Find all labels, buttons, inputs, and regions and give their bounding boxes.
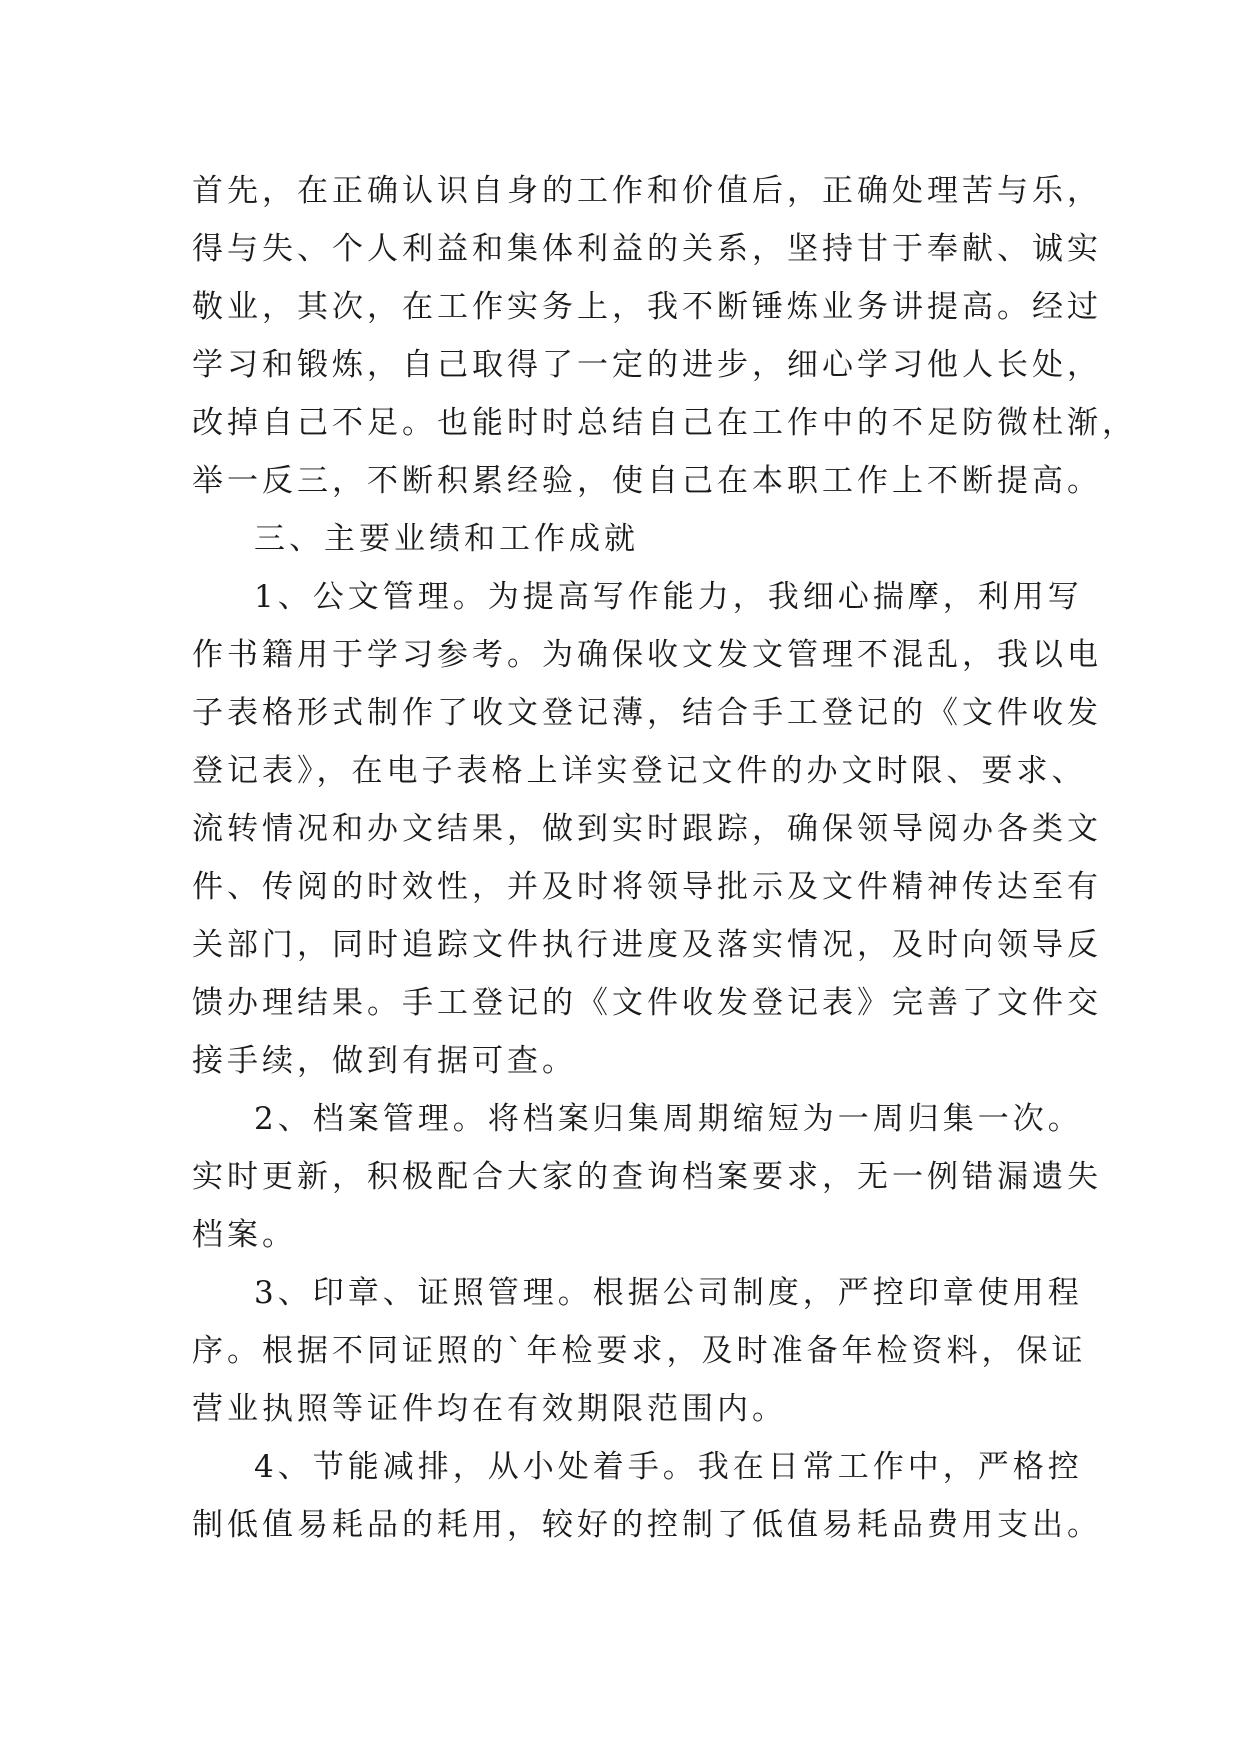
text-line: 营业执照等证件均在有效期限范围内。 <box>192 1391 787 1427</box>
paragraph-start: 4、节能减排，从小处着手。我在日常工作中，严格控 <box>254 1449 1083 1485</box>
text-line: 改掉自己不足。也能时时总结自己在工作中的不足防微杜渐， <box>192 405 1137 441</box>
text-line: 馈办理结果。手工登记的《文件收发登记表》完善了文件交 <box>192 985 1102 1021</box>
text-line: 敬业，其次，在工作实务上，我不断锤炼业务讲提高。经过 <box>192 289 1102 325</box>
text-line: 序。根据不同证照的`年检要求，及时准备年检资料，保证 <box>192 1333 1087 1369</box>
text-line: 登记表》，在电子表格上详实登记文件的办文时限、要求、 <box>192 753 1087 789</box>
text-line: 作书籍用于学习参考。为确保收文发文管理不混乱，我以电 <box>192 637 1102 673</box>
text-line: 制低值易耗品的耗用，较好的控制了低值易耗品费用支出。 <box>192 1507 1102 1543</box>
text-line: 得与失、个人利益和集体利益的关系，坚持甘于奉献、诚实 <box>192 231 1102 267</box>
text-line: 实时更新，积极配合大家的查询档案要求，无一例错漏遗失 <box>192 1159 1102 1195</box>
text-line: 流转情况和办文结果，做到实时跟踪，确保领导阅办各类文 <box>192 811 1102 847</box>
text-line: 关部门，同时追踪文件执行进度及落实情况，及时向领导反 <box>192 927 1102 963</box>
section-heading: 三、主要业绩和工作成就 <box>254 521 639 557</box>
text-line: 接手续，做到有据可查。 <box>192 1043 577 1079</box>
text-line: 件、传阅的时效性，并及时将领导批示及文件精神传达至有 <box>192 869 1102 905</box>
text-line: 举一反三，不断积累经验，使自己在本职工作上不断提高。 <box>192 463 1102 499</box>
text-line: 学习和锻炼，自己取得了一定的进步，细心学习他人长处， <box>192 347 1102 383</box>
text-line: 子表格形式制作了收文登记薄，结合手工登记的《文件收发 <box>192 695 1102 731</box>
paragraph-start: 2、档案管理。将档案归集周期缩短为一周归集一次。 <box>254 1101 1083 1137</box>
text-line: 档案。 <box>192 1217 297 1253</box>
paragraph-start: 1、公文管理。为提高写作能力，我细心揣摩，利用写 <box>254 579 1083 615</box>
document-body <box>192 162 1137 1554</box>
text-line: 首先，在正确认识自身的工作和价值后，正确处理苦与乐， <box>192 173 1102 209</box>
paragraph-start: 3、印章、证照管理。根据公司制度，严控印章使用程 <box>254 1275 1083 1311</box>
